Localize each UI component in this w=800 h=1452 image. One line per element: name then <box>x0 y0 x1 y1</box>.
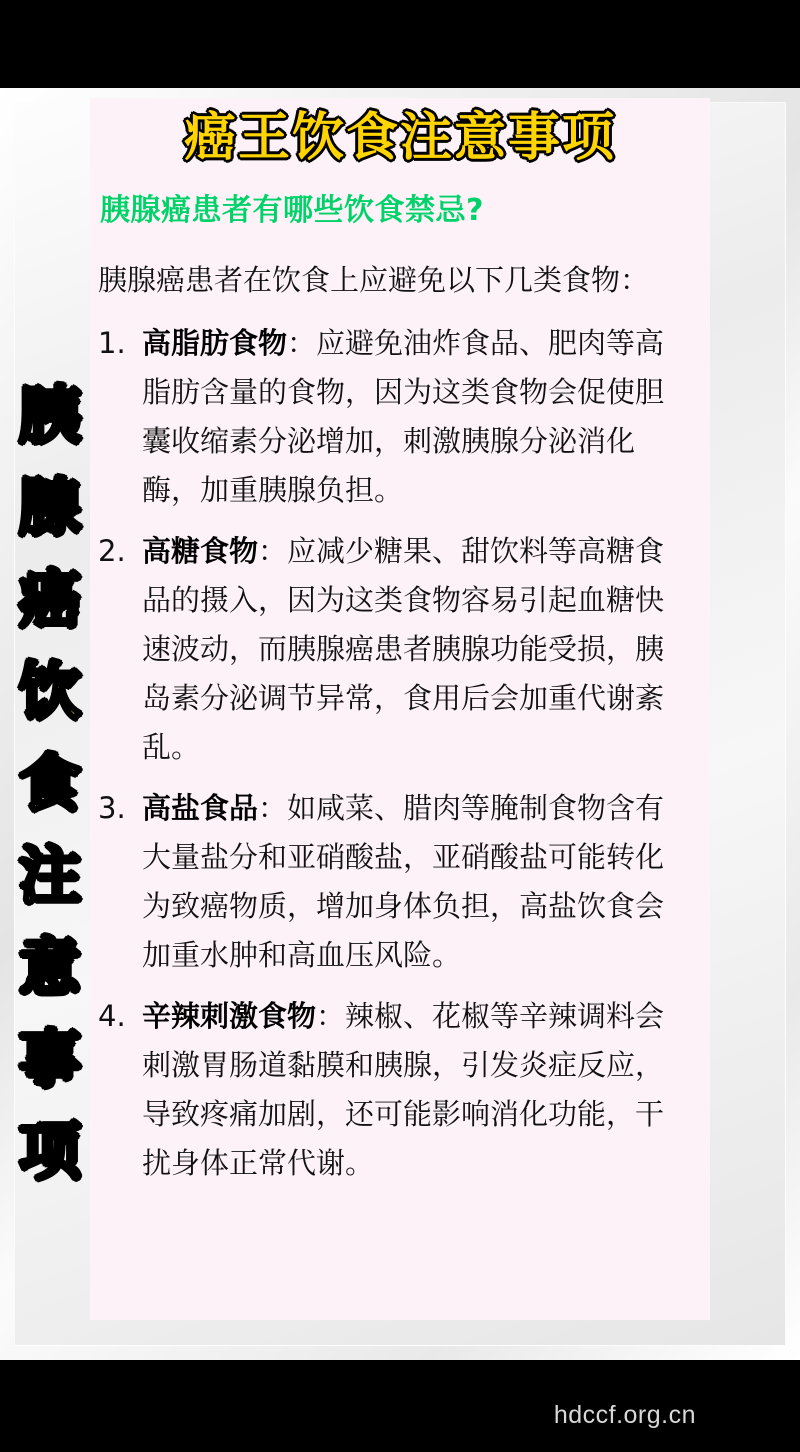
list-item <box>98 784 692 980</box>
list-item <box>98 319 692 515</box>
list-item-text: ：辣椒、花椒等辛辣调料会刺激胃肠道黏膜和胰腺，引发炎症反应，导致疼痛加剧，还可能影响消化功能，干扰身体正常代谢。 <box>142 999 665 1180</box>
lead-paragraph: 胰腺癌患者在饮食上应避免以下几类食物： <box>98 263 650 297</box>
list-item <box>98 992 692 1188</box>
list-item-number: 3. <box>98 791 126 825</box>
vertical-title-char: 项 <box>18 1115 81 1188</box>
list-item-label: 高糖食物 <box>142 534 259 568</box>
list-item-text: ：应避免油炸食品、肥肉等高脂肪含量的食物，因为这类食物会促使胆囊收缩素分泌增加，刺激胰腺分泌消化酶，加重胰腺负担。 <box>142 326 665 507</box>
list-item-label: 辛辣刺激食物 <box>142 999 317 1033</box>
list-item-text: ：应减少糖果、甜饮料等高糖食品的摄入，因为这类食物容易引起血糖快速波动，而胰腺癌患者胰腺功能受损，胰岛素分泌调节异常，食用后会加重代谢紊乱。 <box>142 534 665 764</box>
list-item-text: ：如咸菜、腊肉等腌制食物含有大量盐分和亚硝酸盐，亚硝酸盐可能转化为致癌物质，增加身体负担，高盐饮食会加重水肿和高血压风险。 <box>142 791 665 972</box>
vertical-title-char: 胰 <box>18 379 81 452</box>
vertical-title <box>8 370 92 1198</box>
list-item-number: 4. <box>98 999 126 1033</box>
vertical-title-char: 腺 <box>18 471 81 544</box>
page-title: 癌王饮食注意事项 <box>183 107 616 168</box>
subtitle: 胰腺癌患者有哪些饮食禁忌? <box>100 193 484 228</box>
vertical-title-char: 食 <box>18 747 81 820</box>
watermark: hdccf.org.cn <box>553 1401 696 1429</box>
vertical-title-char: 事 <box>18 1023 81 1096</box>
vertical-title-char: 注 <box>18 839 81 912</box>
list-item-label: 高盐食品 <box>142 791 259 825</box>
vertical-title-char: 饮 <box>18 655 81 728</box>
vertical-title-char: 意 <box>18 931 81 1004</box>
vertical-title-char: 癌 <box>18 563 81 636</box>
title-container <box>104 100 696 168</box>
list-item <box>98 527 692 772</box>
list-item-number: 2. <box>98 534 126 568</box>
advice-list <box>98 319 692 1188</box>
list-item-number: 1. <box>98 326 126 360</box>
list-item-label: 高脂肪食物 <box>142 326 288 360</box>
body-content <box>98 256 692 1200</box>
